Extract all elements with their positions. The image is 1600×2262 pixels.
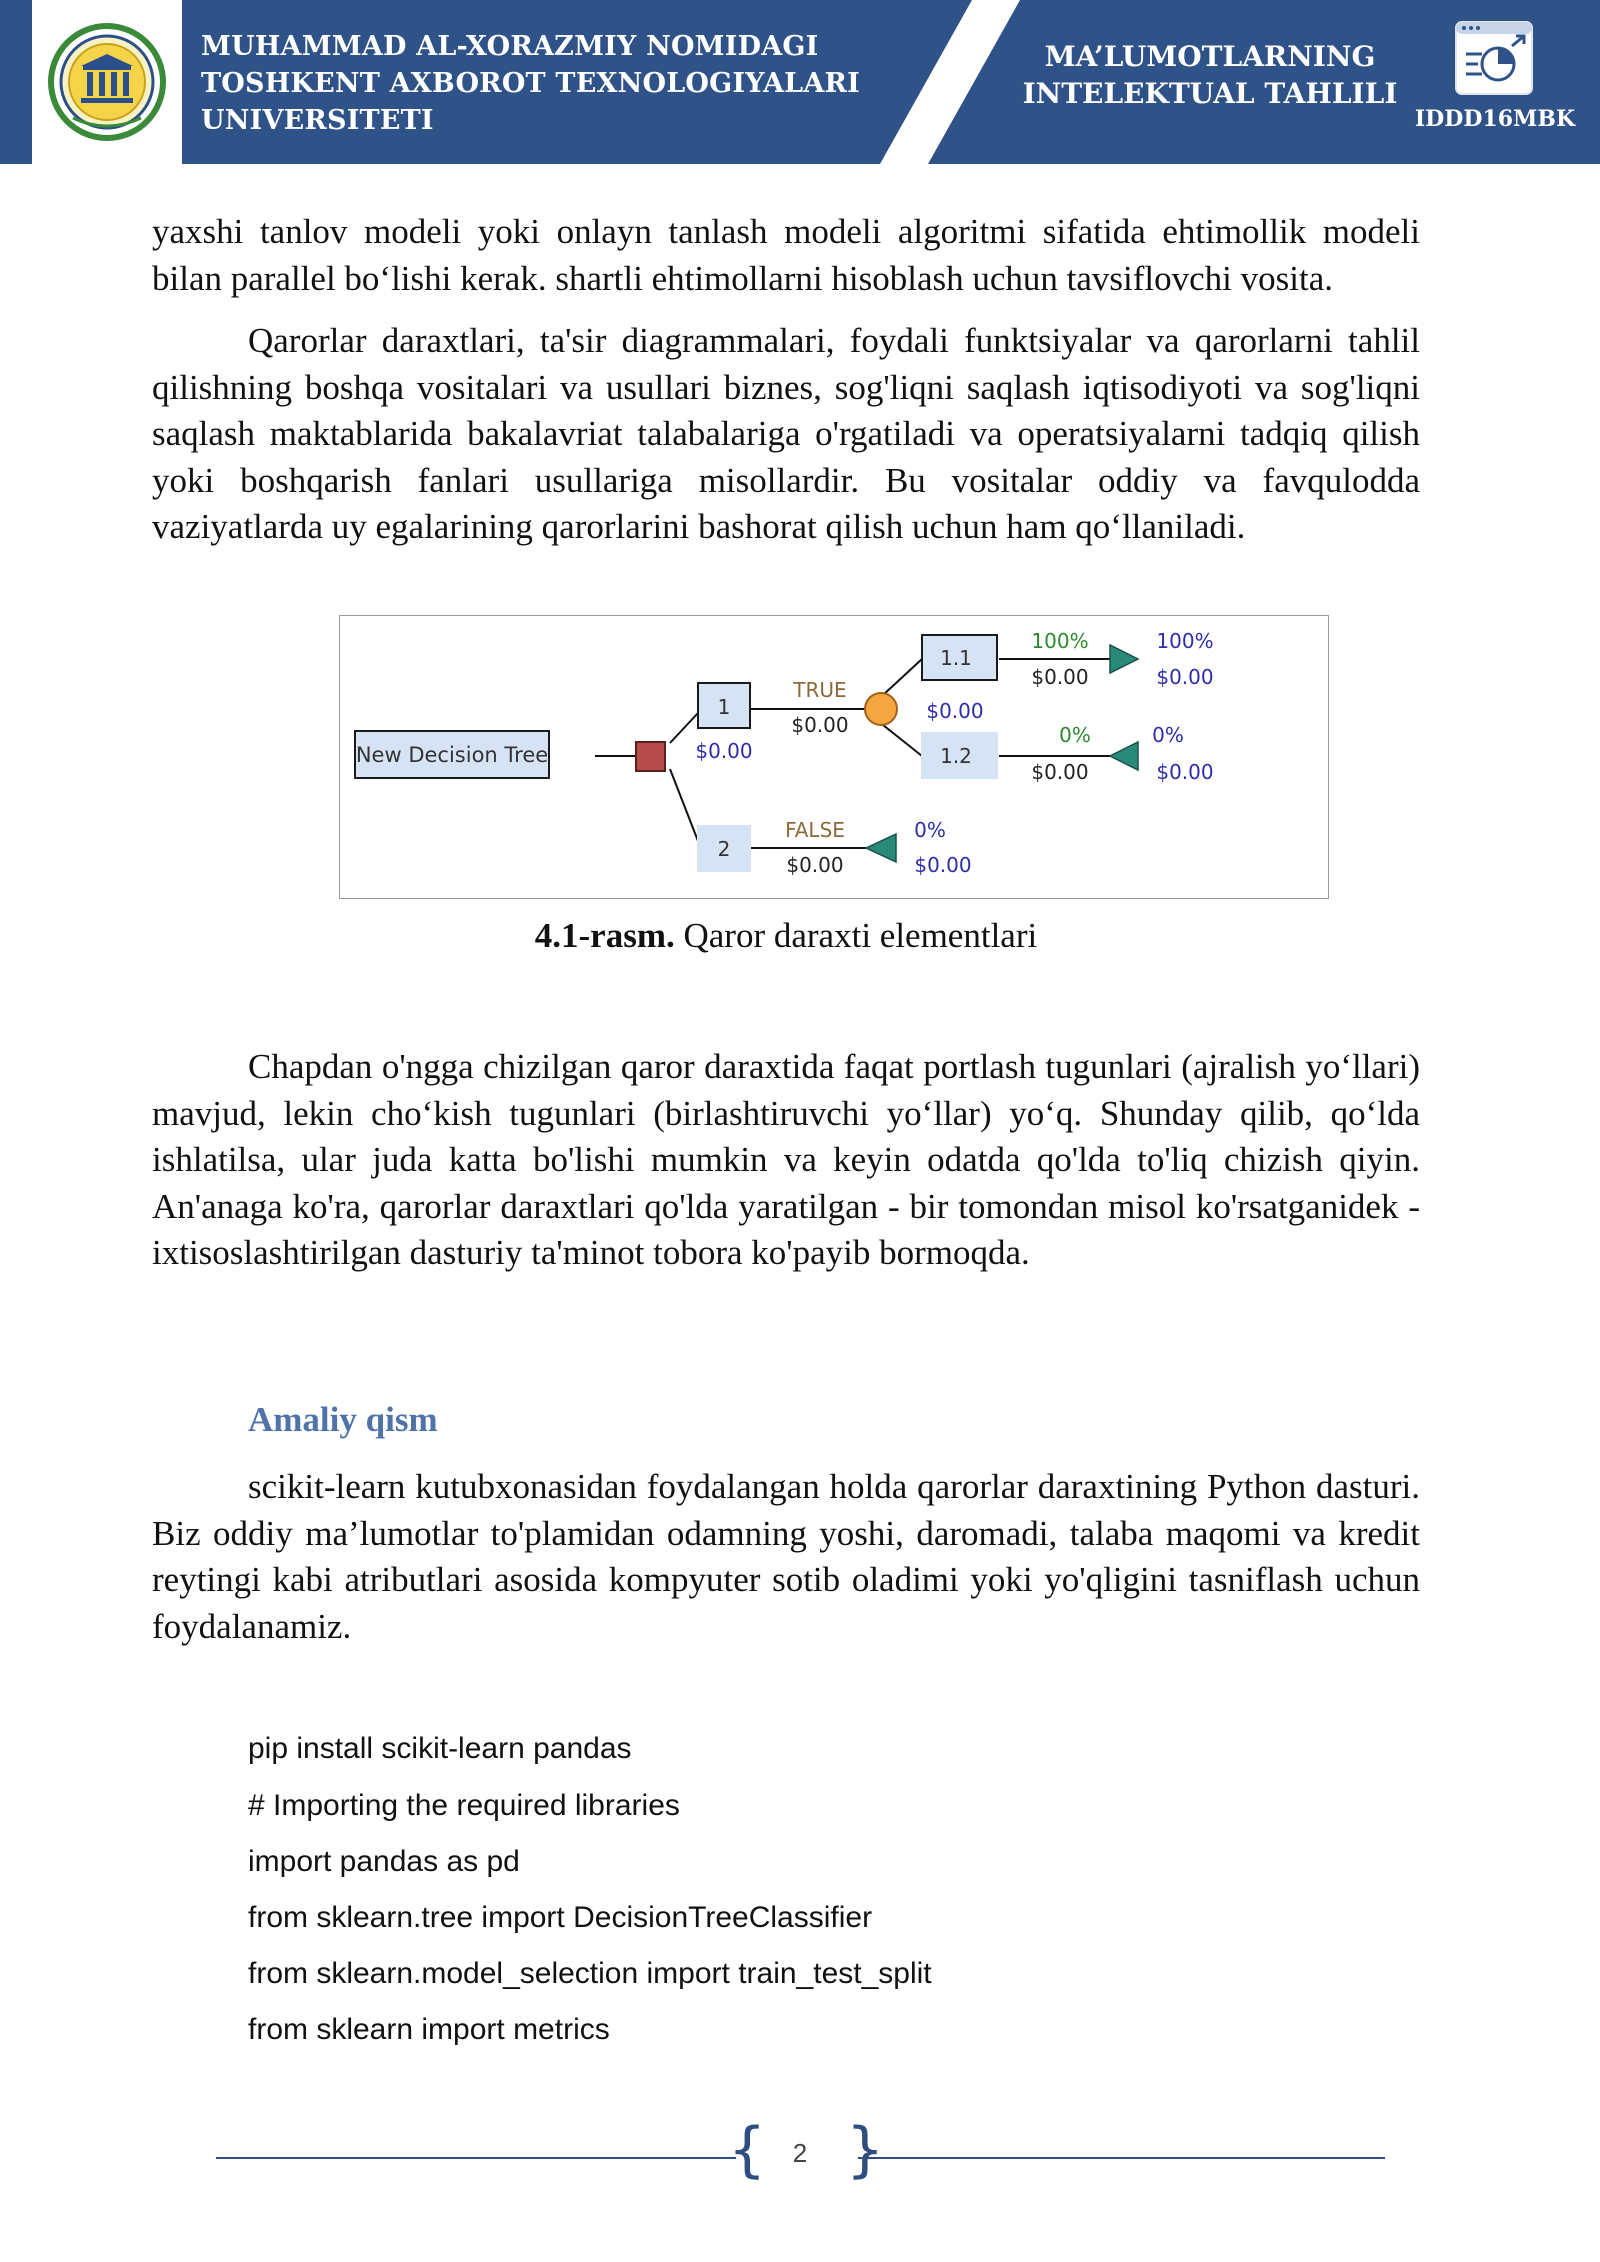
code-line: pip install scikit-learn pandas bbox=[248, 1732, 632, 1765]
connector bbox=[883, 659, 922, 695]
course-title-line: INTELEKTUAL TAHLILI bbox=[1022, 77, 1398, 110]
code-line: import pandas as pd bbox=[248, 1845, 520, 1878]
course-title-line: MA’LUMOTLARNING bbox=[1044, 40, 1376, 73]
university-name bbox=[201, 28, 860, 139]
node-1-1-label: 1.1 bbox=[940, 646, 972, 670]
university-logo bbox=[32, 0, 182, 164]
code-line: # Importing the required libraries bbox=[248, 1789, 680, 1822]
connector bbox=[670, 769, 698, 841]
course-code: IDDD16MBK bbox=[1414, 106, 1576, 132]
false-branch-value: $0.00 bbox=[786, 853, 844, 877]
code-line: from sklearn import metrics bbox=[248, 2013, 610, 2046]
false-branch-label: FALSE bbox=[785, 818, 845, 842]
node-1-1-value: $0.00 bbox=[1031, 665, 1089, 689]
node-1-value: $0.00 bbox=[695, 739, 753, 763]
node-1-2-value: $0.00 bbox=[1031, 760, 1089, 784]
node-2-label: 2 bbox=[717, 837, 731, 861]
university-name-line: MUHAMMAD AL-XORAZMIY NOMIDAGI bbox=[201, 31, 819, 62]
analytics-window-icon bbox=[1452, 18, 1536, 102]
true-branch-label: TRUE bbox=[793, 678, 847, 702]
connector bbox=[670, 713, 698, 743]
node-1-label: 1 bbox=[717, 695, 731, 719]
caption-number: 4.1-rasm. bbox=[534, 916, 675, 955]
paragraph-3: Chapdan o'ngga chizilgan qaror daraxtida faqat portlash tugunlari (ajralish yo‘llari) mavjud, lekin cho‘kish tugunlari (birlashtiruvchi yo‘llar) yo‘q. Shunday qilib, qo‘lda ishlatilsa, ular juda katta bo'lishi mumkin va keyin odatda qo'lda to'liq chizish qiyin. An'anaga ko'ra, qarorlar daraxtlari qo'lda yaratilgan - bir tomondan misol ko'rsatganidek - ixtisoslashtirilgan dasturiy ta'minot tobora ko'payib bormoqda. bbox=[152, 1047, 1420, 1272]
connector bbox=[883, 725, 922, 756]
true-branch-value: $0.00 bbox=[791, 713, 849, 737]
end-node-triangle bbox=[1110, 742, 1138, 770]
end-node-1-1-value: $0.00 bbox=[1156, 665, 1214, 689]
node-1-2-label: 1.2 bbox=[940, 744, 972, 768]
course-title bbox=[1020, 38, 1400, 112]
chance-node-value: $0.00 bbox=[926, 699, 984, 723]
paragraph-1: yaxshi tanlov modeli yoki onlayn tanlash modeli algoritmi sifatida ehtimollik modeli bilan parallel bo‘lishi kerak. shartli ehtimollarni hisoblash uchun tavsiflovchi vosita. bbox=[152, 212, 1420, 298]
university-name-line: UNIVERSITETI bbox=[201, 105, 434, 136]
node-1-1-probability: 100% bbox=[1031, 629, 1089, 653]
page-number: 2 bbox=[792, 2138, 808, 2168]
footer-rule-left bbox=[216, 2157, 736, 2159]
end-node-1-1-probability: 100% bbox=[1156, 629, 1214, 653]
university-seal-icon bbox=[47, 22, 167, 142]
decision-tree-diagram bbox=[340, 616, 1327, 897]
root-node-label: New Decision Tree bbox=[355, 743, 549, 767]
code-line: from sklearn.model_selection import train_test_split bbox=[248, 1957, 932, 1990]
paragraph-2: Qarorlar daraxtlari, ta'sir diagrammalari, foydali funktsiyalar va qarorlarni tahlil qilishning boshqa vositalari va usullari biznes, sog'liqni saqlash iqtisodiyoti va sog'liqni saqlash maktablarida bakalavriat talabalariga o'rgatiladi va operatsiyalarni tadqiq qilish yoki boshqarish fanlari usullariga misollardir. Bu vositalar oddiy va favqulodda vaziyatlarda uy egalarining qarorlarini bashorat qilish uchun ham qo‘llaniladi. bbox=[152, 321, 1420, 546]
figure-caption bbox=[152, 916, 1420, 956]
chance-node-circle bbox=[865, 693, 897, 725]
end-node-1-2-probability: 0% bbox=[1152, 723, 1184, 747]
decision-tree-figure bbox=[339, 615, 1329, 899]
caption-text: Qaror daraxti elementlari bbox=[674, 916, 1038, 955]
university-name-line: TOSHKENT AXBOROT TEXNOLOGIYALARI bbox=[201, 68, 860, 99]
end-node-1-2-value: $0.00 bbox=[1156, 760, 1214, 784]
footer-bracket-close: } bbox=[846, 2115, 885, 2185]
node-1-2-probability: 0% bbox=[1059, 723, 1091, 747]
section-title: Amaliy qism bbox=[248, 1400, 438, 1439]
decision-node-square bbox=[636, 742, 665, 771]
end-node-triangle bbox=[866, 834, 896, 862]
code-line: from sklearn.tree import DecisionTreeClassifier bbox=[248, 1901, 873, 1934]
page-header bbox=[0, 0, 1600, 164]
footer-rule-right bbox=[858, 2157, 1385, 2159]
end-node-triangle bbox=[1110, 645, 1138, 673]
paragraph-4: scikit-learn kutubxonasidan foydalangan holda qarorlar daraxtining Python dasturi. Biz oddiy ma’lumotlar to'plamidan odamning yoshi, daromadi, talaba maqomi va kredit reytingi kabi atributlari asosida kompyuter sotib oladimi yoki yo'qligini tasniflash uchun foydalanamiz. bbox=[152, 1467, 1420, 1646]
footer-bracket-open: { bbox=[728, 2115, 767, 2185]
false-end-probability: 0% bbox=[914, 818, 946, 842]
false-end-value: $0.00 bbox=[914, 853, 972, 877]
